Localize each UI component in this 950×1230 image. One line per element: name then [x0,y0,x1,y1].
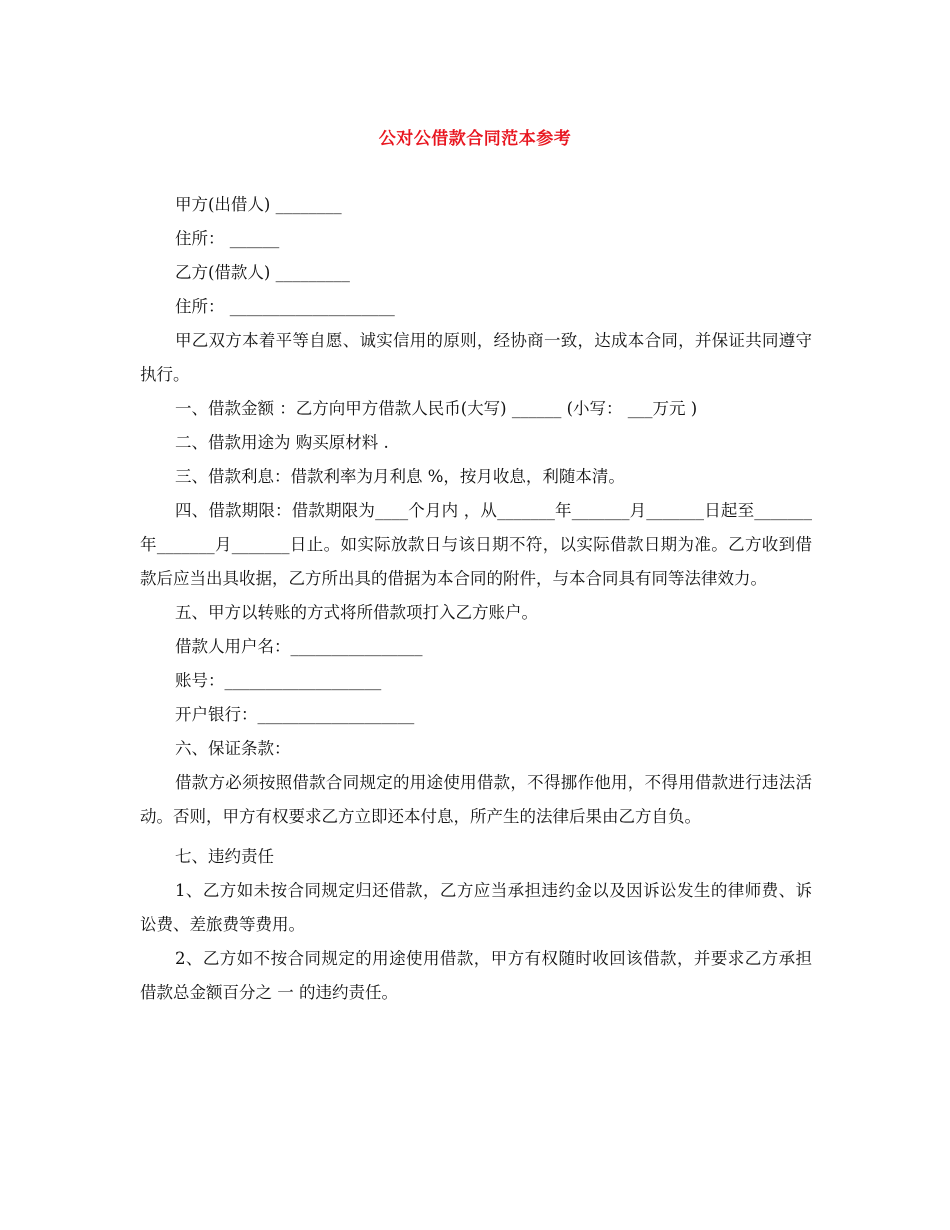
clause-liability-heading: 七、违约责任 [175,847,274,866]
clause-transfer: 五、甲方以转账的方式将所借款项打入乙方账户。 [175,603,538,622]
account-name-line: 借款人用户名：________________ [175,637,423,656]
clause-loan-amount: 一、借款金额 ：乙方向甲方借款人民币(大写) ______ (小写： ___万元 ) [175,399,698,418]
borrower-address-line: 住所： ____________________ [175,297,395,316]
clause-loan-interest: 三、借款利息：借款利率为月利息 %，按月收息，利随本清。 [175,467,625,486]
borrower-line: 乙方(借款人) _________ [175,263,350,282]
clause-guarantee-body: 借款方必须按照借款合同规定的用途使用借款，不得挪作他用，不得用借款进行违法活动。否则，甲方有权要求乙方立即还本付息，所产生的法律后果由乙方自负。 [140,773,812,826]
document-body [140,188,812,1010]
clause-liability-item-2: 2、乙方如不按合同规定的用途使用借款，甲方有权随时收回该借款，并要求乙方承担借款总金额百分之 一 的违约责任。 [140,949,812,1002]
lender-address-line: 住所： ______ [175,229,280,248]
bank-line: 开户银行：___________________ [175,705,415,724]
clause-loan-purpose: 二、借款用途为 购买原材料 . [175,433,389,452]
clause-loan-term: 四、借款期限：借款期限为____个月内 ，从_______年_______月_______日起至_______年_______月_______日止。如实际放款日与该日期不符，以实际借款日期为准。乙方收到借款后应当出具收据，乙方所出具的借据为本合同的附件，与本合同具有同等法律效力。 [140,501,812,588]
clause-guarantee-heading: 六、保证条款： [175,739,291,758]
lender-line: 甲方(出借人) ________ [175,195,342,214]
intro-paragraph: 甲乙双方本着平等自愿、诚实信用的原则，经协商一致，达成本合同，并保证共同遵守执行。 [140,331,812,384]
clause-liability-item-1: 1、乙方如未按合同规定归还借款，乙方应当承担违约金以及因诉讼发生的律师费、诉讼费、差旅费等费用。 [140,881,812,934]
account-number-line: 账号：___________________ [175,671,382,690]
document-title: 公对公借款合同范本参考 [378,129,572,149]
